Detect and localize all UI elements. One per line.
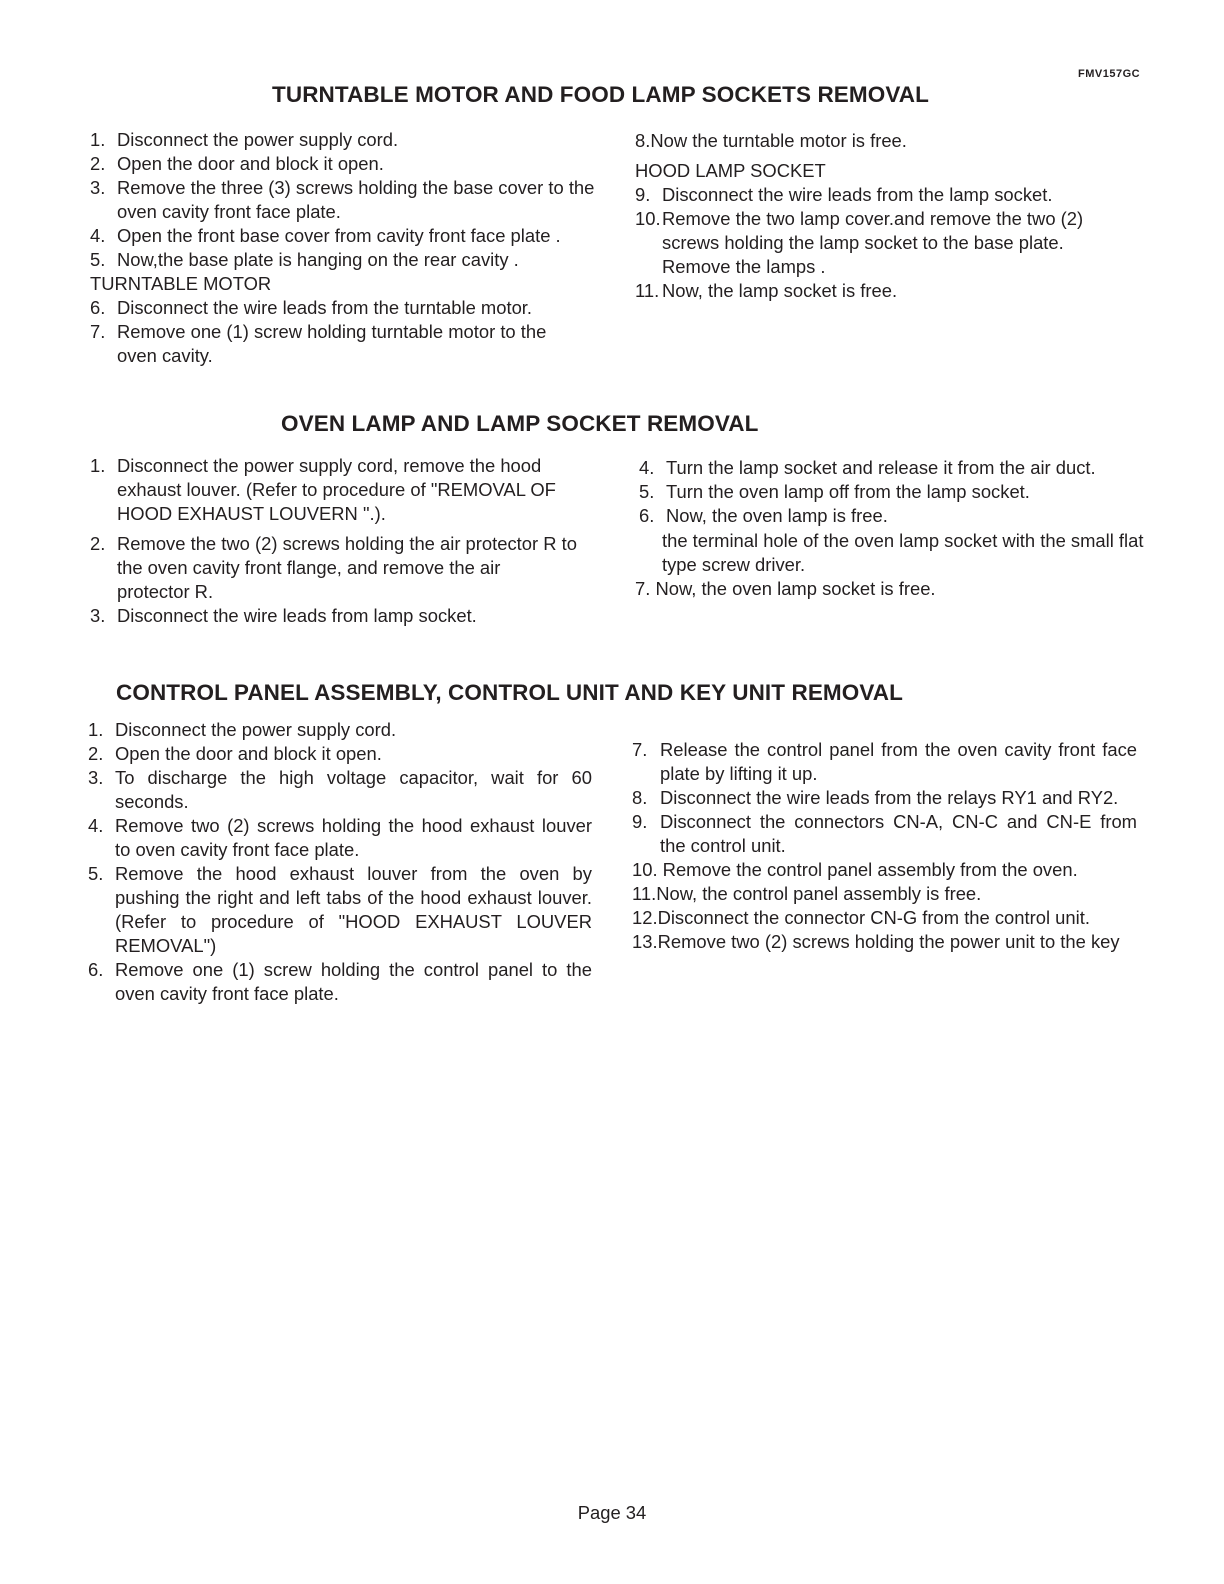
- item-text: Remove the three (3) screws holding the base cover to the oven cavity front face plate.: [117, 177, 595, 222]
- list-item: [632, 810, 1137, 858]
- list-item: [88, 958, 592, 1006]
- list-item: [639, 480, 1145, 504]
- item-number: 5.: [639, 481, 655, 502]
- list-item: 7. Now, the oven lamp socket is free.: [635, 578, 936, 599]
- list-item: [90, 152, 600, 176]
- list-item: 13.Remove two (2) screws holding the power unit to the key: [632, 931, 1120, 952]
- item-number: 6.: [90, 297, 106, 318]
- subheading-hood-lamp-socket: HOOD LAMP SOCKET: [635, 160, 826, 181]
- item-text: Disconnect the wire leads from the lamp socket.: [662, 184, 1053, 205]
- section-title-turntable: TURNTABLE MOTOR AND FOOD LAMP SOCKETS REMOVAL: [272, 82, 929, 107]
- item-number: 6.: [639, 505, 655, 526]
- item-number: 5.: [88, 863, 104, 884]
- item-text: Remove one (1) screw holding the control panel to the oven cavity front face plate.: [115, 959, 592, 1004]
- list-item: [639, 456, 1145, 480]
- item-number: 9.: [632, 811, 648, 832]
- list-item: [632, 738, 1137, 786]
- section3-left-column: [88, 718, 592, 1006]
- list-item: [635, 207, 1135, 279]
- item-number: 2.: [90, 533, 106, 554]
- list-item: 11.Now, the control panel assembly is free.: [632, 883, 982, 904]
- section-title-control-panel: CONTROL PANEL ASSEMBLY, CONTROL UNIT AND KEY UNIT REMOVAL: [116, 680, 904, 705]
- item-text: Turn the oven lamp off from the lamp socket.: [666, 481, 1030, 502]
- list-item: [635, 183, 1135, 207]
- item-text: Open the front base cover from cavity front face plate .: [117, 225, 561, 246]
- item-text: Disconnect the connectors CN-A, CN-C and CN-E from the control unit.: [660, 811, 1137, 856]
- list-item: 8.Now the turntable motor is free.: [635, 130, 907, 151]
- item-number: 3.: [90, 605, 106, 626]
- model-code: FMV157GC: [1078, 68, 1141, 80]
- item-number: 3.: [90, 177, 106, 198]
- section1-left-column: [90, 128, 600, 368]
- item-text: Open the door and block it open.: [115, 743, 382, 764]
- list-item: [90, 248, 600, 272]
- item-text: Release the control panel from the oven cavity front face plate by lifting it up.: [660, 739, 1137, 784]
- item-text: Now, the lamp socket is free.: [662, 280, 898, 301]
- list-item: [90, 454, 590, 526]
- item-text: Disconnect the wire leads from the turntable motor.: [117, 297, 533, 318]
- item-text: Open the door and block it open.: [117, 153, 384, 174]
- list-item: [90, 176, 600, 224]
- item-number: 4.: [90, 225, 106, 246]
- item-number: 3.: [88, 767, 104, 788]
- item-number: 6.: [88, 959, 104, 980]
- list-item: [90, 128, 600, 152]
- section-title-oven-lamp: OVEN LAMP AND LAMP SOCKET REMOVAL: [281, 411, 759, 436]
- item-text: Remove the hood exhaust louver from the oven by pushing the right and left tabs of the hood exhaust louver. (Refer to procedure of "HOOD EXHAUST LOUVER REMOVAL"): [115, 863, 592, 956]
- item-text: Remove one (1) screw holding turntable motor to the oven cavity.: [117, 321, 547, 366]
- section2-right-column: [635, 456, 1145, 601]
- list-item: [90, 532, 577, 604]
- list-item: [88, 814, 592, 862]
- item-text: Remove the two lamp cover.and remove the two (2) screws holding the lamp socket to the base plate. Remove the lamps .: [662, 208, 1084, 277]
- item-number: 4.: [639, 457, 655, 478]
- list-item: [90, 320, 582, 368]
- section2-left-column: [90, 454, 590, 628]
- list-item: [635, 279, 1135, 303]
- item-text: Now, the oven lamp is free.: [666, 505, 888, 526]
- list-item: [88, 766, 592, 814]
- item-number: 10.: [635, 208, 661, 229]
- list-item: [639, 504, 1145, 528]
- item-number: 8.: [632, 787, 648, 808]
- item-number: 2.: [88, 743, 104, 764]
- list-item: [88, 718, 592, 742]
- item-number: 5.: [90, 249, 106, 270]
- list-item: [90, 296, 600, 320]
- item-text: Turn the lamp socket and release it from the air duct.: [666, 457, 1096, 478]
- item-number: 7.: [90, 321, 106, 342]
- section3-right-column: [632, 738, 1137, 954]
- list-item: [632, 786, 1137, 810]
- item-text: Disconnect the power supply cord.: [117, 129, 399, 150]
- item-number: 2.: [90, 153, 106, 174]
- list-item: 12.Disconnect the connector CN-G from the control unit.: [632, 907, 1090, 928]
- list-item: [90, 604, 590, 628]
- item-text: Remove two (2) screws holding the hood exhaust louver to oven cavity front face plate.: [115, 815, 592, 860]
- subheading-turntable-motor: TURNTABLE MOTOR: [90, 273, 272, 294]
- item-number: 11.: [635, 280, 660, 301]
- page-number: Page 34: [577, 1502, 647, 1523]
- list-item: [90, 224, 600, 248]
- item-text: Now,the base plate is hanging on the rear cavity .: [117, 249, 519, 270]
- item-text: Disconnect the power supply cord.: [115, 719, 397, 740]
- item-number: 1.: [90, 129, 106, 150]
- list-item: [88, 862, 592, 958]
- list-item: 10. Remove the control panel assembly from the oven.: [632, 859, 1078, 880]
- item-text: Remove the two (2) screws holding the air protector R to the oven cavity front flange, and remove the air protector R.: [117, 533, 577, 602]
- item-number: 1.: [88, 719, 104, 740]
- section1-right-column: [635, 129, 1135, 303]
- item-number: 9.: [635, 184, 651, 205]
- item-number: 1.: [90, 455, 106, 476]
- item-number: 4.: [88, 815, 104, 836]
- item-text: Disconnect the wire leads from the relays RY1 and RY2.: [660, 787, 1119, 808]
- item-number: 7.: [632, 739, 648, 760]
- item-text: Disconnect the wire leads from lamp socket.: [117, 605, 477, 626]
- item-text: Disconnect the power supply cord, remove the hood exhaust louver. (Refer to procedure of "REMOVAL OF HOOD EXHAUST LOUVERN ".).: [117, 455, 556, 524]
- note-text: the terminal hole of the oven lamp socket with the small flat type screw driver.: [662, 530, 1144, 575]
- list-item: [88, 742, 592, 766]
- item-text: To discharge the high voltage capacitor, wait for 60 seconds.: [115, 767, 592, 812]
